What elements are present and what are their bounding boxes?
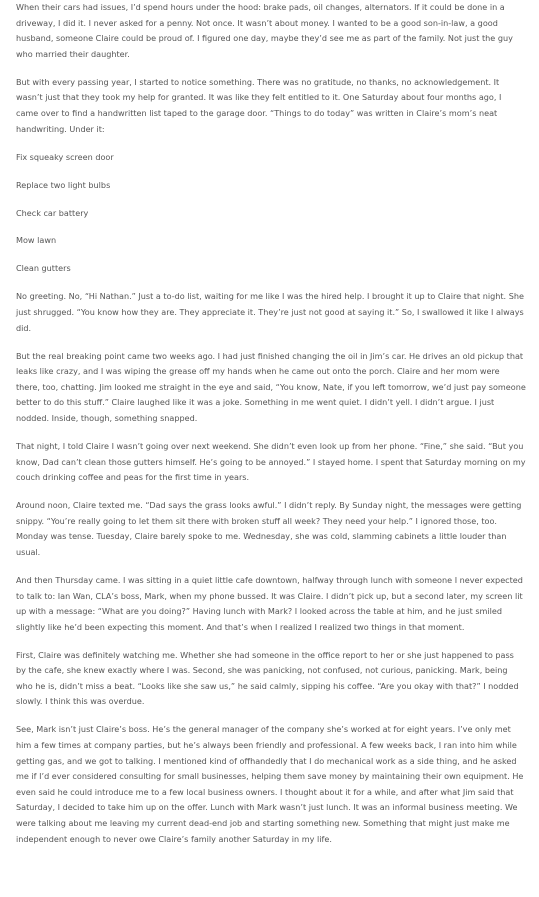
todo-item-clean-gutters: Clean gutters xyxy=(16,263,71,274)
paragraph-first-claire: First, Claire was definitely watching me. Whether she had someone in the office report to her or she just happened to pass by the cafe, she knew exactly where I was. Second, she was panicking, not confused, not curious, panicking. Mark, being who he is, didn’t miss a beat. “Looks like she saw us,” he said calmly, sipping his coffee. “Are you okay with that?” I nodded slowly. I think this was overdue. xyxy=(16,649,519,707)
article-body xyxy=(16,0,526,860)
todo-item-screen-door: Fix squeaky screen door xyxy=(16,151,114,162)
paragraph-breaking-point: But the real breaking point came two weeks ago. I had just finished changing the oil in Jim’s car. He drives an old pickup that leaks like crazy, and I was wiping the grease off my hands when he came out onto the porch. Claire and her mom were there, too, chatting. Jim looked me straight in the eye and said, “You know, Nate, if you left tomorrow, we’d just pay someone better to do this stuff.” Claire laughed like it was a joke. Something in me went quiet. I didn’t yell. I didn’t argue. I just nodded. Inside, though, something snapped. xyxy=(16,350,526,423)
paragraph-cars-issues: When their cars had issues, I’d spend hours under the hood: brake pads, oil changes, alternators. If it could be done in a driveway, I did it. I never asked for a penny. Not once. It wasn’t about money. I wanted to be a good son-in-law, a good husband, someone Claire could be proud of. I figured one day, maybe they’d see me as part of the family. Not just the guy who married their daughter. xyxy=(16,2,513,59)
todo-item-car-battery: Check car battery xyxy=(16,207,89,218)
todo-item-light-bulbs: Replace two light bulbs xyxy=(16,179,111,190)
paragraph-no-greeting: No greeting. No, “Hi Nathan.” Just a to-do list, waiting for me like I was the hired help. I brought it up to Claire that night. She just shrugged. “You know how they are. They appreciate it. They’re just not good at saying it.” So, I swallowed it like I always did. xyxy=(16,291,524,333)
paragraph-no-gratitude: But with every passing year, I started to notice something. There was no gratitude, no thanks, no acknowledgement. It wasn’t just that they took my help for granted. It was like they felt entitled to it. One Saturday about four months ago, I came over to find a handwritten list taped to the garage door. “Things to do today” was written in Claire’s mom’s neat handwriting. Under it: xyxy=(16,76,502,134)
todo-item-mow-lawn: Mow lawn xyxy=(16,235,57,246)
paragraph-that-night: That night, I told Claire I wasn’t going over next weekend. She didn’t even look up from her phone. “Fine,” she said. “But you know, Dad can’t clean those gutters himself. He’s going to be annoyed.” I stayed home. I spent that Saturday morning on my couch drinking coffee and peas for the first time in years. xyxy=(16,440,526,483)
paragraph-mark-boss: See, Mark isn’t just Claire’s boss. He’s the general manager of the company she’s worked at for eight years. I’ve only met him a few times at company parties, but he’s always been friendly and professional. A few weeks back, I ran into him while getting gas, and we got to talking. I mentioned kind of offhandedly that I do mechanical work as a side thing, and he asked me if I’d ever considered consulting for small businesses, helping them save money by maintaining their own equipment. He even said he could introduce me to a few local business owners. I thought about it for a while, and after what Jim said that Saturday, I decided to take him up on the offer. Lunch with Mark wasn’t just lunch. It was an informal business meeting. We were talking about me leaving my current dead-end job and starting something new. Something that might just make me independent enough to never owe Claire’s family another Saturday in my life. xyxy=(16,724,524,844)
paragraph-around-noon: Around noon, Claire texted me. “Dad says the grass looks awful.” I didn’t reply. By Sunday night, the messages were getting snippy. “You’re really going to let them sit there with broken stuff all week? They need your help.” I ignored those, too. Monday was tense. Tuesday, Claire barely spoke to me. Wednesday, she was cold, slamming cabinets a little louder than usual. xyxy=(16,500,522,557)
paragraph-thursday: And then Thursday came. I was sitting in a quiet little cafe downtown, halfway through lunch with someone I never expected to talk to: Ian Wan, CLA’s boss, Mark, when my phone bussed. It was Claire. I didn’t pick up, but a second later, my screen lit up with a message: “What are you doing?” Having lunch with Mark? I looked across the table at him, and he just smiled slightly like he’d been expecting this moment. And that’s when I realized I realized two things in that moment. xyxy=(16,574,523,632)
